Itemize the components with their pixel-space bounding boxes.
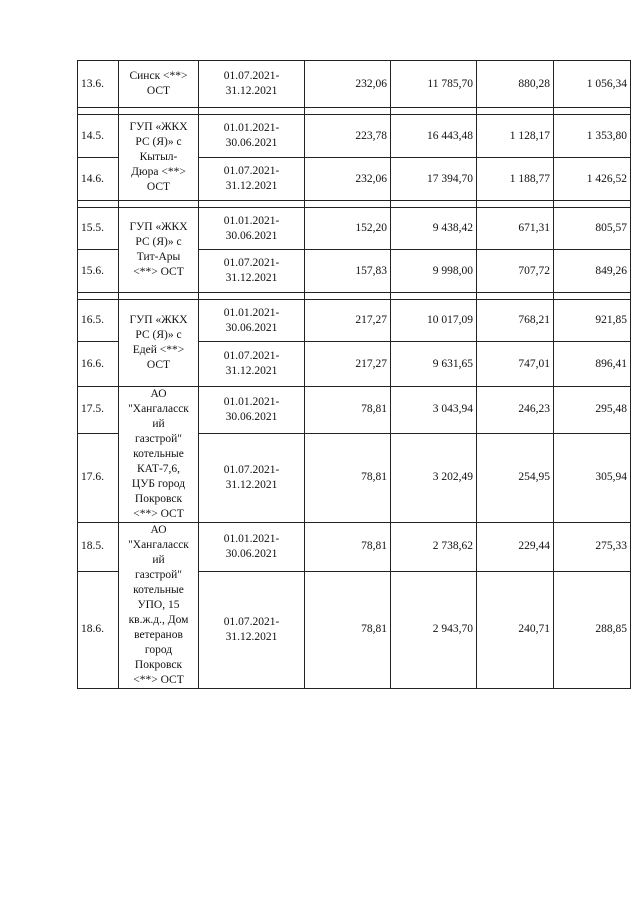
organization-cell — [119, 387, 199, 523]
period-end: 30.06.2021 — [225, 137, 278, 149]
value-cell: 1 426,52 — [554, 158, 631, 201]
org-line: газстрой" — [135, 433, 182, 445]
value-cell: 921,85 — [554, 300, 631, 342]
value-cell: 275,33 — [554, 523, 631, 572]
org-line: кв.ж.д., Дом — [128, 614, 189, 626]
period-cell — [199, 387, 305, 434]
value-cell: 16 443,48 — [391, 115, 477, 158]
organization-cell — [119, 523, 199, 689]
period-end: 31.12.2021 — [225, 180, 278, 192]
org-line: РС (Я)» с — [135, 136, 182, 148]
organization-cell — [119, 208, 199, 293]
row-number: 14.5. — [78, 115, 119, 158]
value-cell: 3 202,49 — [391, 433, 477, 522]
period-cell — [199, 571, 305, 688]
row-number: 18.5. — [78, 523, 119, 572]
table-row — [78, 523, 631, 572]
table-row — [78, 61, 631, 108]
org-line: город — [144, 644, 173, 656]
value-cell: 1 188,77 — [477, 158, 554, 201]
value-cell: 2 738,62 — [391, 523, 477, 572]
value-cell: 288,85 — [554, 571, 631, 688]
period-start: 01.07.2021- — [223, 350, 280, 362]
value-cell: 295,48 — [554, 387, 631, 434]
period-end: 30.06.2021 — [225, 410, 278, 423]
value-cell: 246,23 — [477, 387, 554, 434]
org-line: Синск <**> — [129, 70, 188, 82]
period-end: 31.12.2021 — [225, 365, 278, 377]
org-line: РС (Я)» с — [135, 329, 182, 341]
row-number: 17.5. — [78, 387, 119, 434]
value-cell: 1 056,34 — [554, 61, 631, 108]
organization-cell — [119, 115, 199, 201]
value-cell: 217,27 — [305, 342, 391, 387]
value-cell: 232,06 — [305, 158, 391, 201]
org-line: <**> ОСТ — [133, 266, 184, 278]
org-line: котельные — [133, 584, 184, 596]
value-cell: 9 438,42 — [391, 208, 477, 250]
period-start: 01.01.2021- — [223, 214, 280, 227]
period-start: 01.07.2021- — [223, 165, 280, 177]
org-line: "Хангаласск — [128, 539, 189, 551]
value-cell: 2 943,70 — [391, 571, 477, 688]
row-number: 18.6. — [78, 571, 119, 688]
org-line: "Хангаласск — [128, 403, 189, 415]
row-number: 16.5. — [78, 300, 119, 342]
value-cell: 671,31 — [477, 208, 554, 250]
table-row — [78, 208, 631, 250]
period-start: 01.01.2021- — [223, 532, 280, 545]
org-line: ветеранов — [134, 629, 183, 641]
period-end: 31.12.2021 — [225, 630, 278, 643]
value-cell: 217,27 — [305, 300, 391, 342]
value-cell: 240,71 — [477, 571, 554, 688]
value-cell: 9 998,00 — [391, 250, 477, 293]
value-cell: 152,20 — [305, 208, 391, 250]
org-line: ГУП «ЖКХ — [129, 314, 188, 326]
value-cell: 3 043,94 — [391, 387, 477, 434]
row-separator — [78, 108, 631, 115]
value-cell: 805,57 — [554, 208, 631, 250]
period-cell — [199, 300, 305, 342]
value-cell: 11 785,70 — [391, 61, 477, 108]
row-separator — [78, 201, 631, 208]
period-end: 31.12.2021 — [225, 272, 278, 284]
row-number: 15.5. — [78, 208, 119, 250]
period-cell — [199, 342, 305, 387]
period-cell — [199, 250, 305, 293]
row-number: 16.6. — [78, 342, 119, 387]
value-cell: 1 128,17 — [477, 115, 554, 158]
org-line: котельные — [133, 448, 184, 460]
value-cell: 157,83 — [305, 250, 391, 293]
table-row — [78, 387, 631, 434]
org-line: ОСТ — [146, 359, 171, 371]
tariff-table — [77, 60, 631, 689]
period-start: 01.01.2021- — [223, 306, 280, 319]
value-cell: 1 353,80 — [554, 115, 631, 158]
org-line: Кытыл- — [139, 151, 178, 163]
table-row — [78, 115, 631, 158]
row-number: 14.6. — [78, 158, 119, 201]
row-number: 15.6. — [78, 250, 119, 293]
period-cell — [199, 433, 305, 522]
org-line: ЦУБ город — [131, 478, 186, 490]
period-start: 01.01.2021- — [223, 395, 280, 408]
row-number: 13.6. — [78, 61, 119, 108]
period-start: 01.07.2021- — [223, 257, 280, 269]
value-cell: 880,28 — [477, 61, 554, 108]
value-cell: 9 631,65 — [391, 342, 477, 387]
value-cell: 896,41 — [554, 342, 631, 387]
period-end: 30.06.2021 — [225, 547, 278, 560]
org-line: Дюра <**> — [131, 166, 186, 178]
org-line: УПО, 15 — [137, 599, 180, 611]
table-row — [78, 300, 631, 342]
period-end: 30.06.2021 — [225, 229, 278, 242]
org-line: АО — [150, 388, 167, 400]
value-cell: 229,44 — [477, 523, 554, 572]
org-line: ГУП «ЖКХ — [129, 221, 188, 233]
value-cell: 305,94 — [554, 433, 631, 522]
value-cell: 78,81 — [305, 523, 391, 572]
organization-cell — [119, 61, 199, 108]
period-cell — [199, 115, 305, 158]
period-end: 30.06.2021 — [225, 321, 278, 334]
period-end: 31.12.2021 — [225, 478, 278, 491]
org-line: ий — [152, 554, 165, 566]
org-line: ОСТ — [146, 85, 171, 97]
period-start: 01.07.2021- — [223, 463, 280, 476]
org-line: РС (Я)» с — [135, 236, 182, 248]
org-line: Едей <**> — [132, 344, 185, 356]
org-line: <**> ОСТ — [133, 674, 184, 686]
value-cell: 78,81 — [305, 433, 391, 522]
period-cell — [199, 61, 305, 108]
org-line: ОСТ — [146, 181, 171, 193]
value-cell: 17 394,70 — [391, 158, 477, 201]
period-start: 01.07.2021- — [223, 70, 280, 82]
value-cell: 78,81 — [305, 387, 391, 434]
organization-cell — [119, 300, 199, 387]
value-cell: 707,72 — [477, 250, 554, 293]
value-cell: 768,21 — [477, 300, 554, 342]
org-line: АО — [150, 524, 167, 536]
value-cell: 849,26 — [554, 250, 631, 293]
period-end: 31.12.2021 — [225, 85, 278, 97]
value-cell: 747,01 — [477, 342, 554, 387]
row-separator — [78, 293, 631, 300]
period-cell — [199, 158, 305, 201]
org-line: КАТ-7,6, — [136, 463, 181, 475]
period-cell — [199, 523, 305, 572]
value-cell: 10 017,09 — [391, 300, 477, 342]
period-start: 01.01.2021- — [223, 122, 280, 134]
period-start: 01.07.2021- — [223, 615, 280, 628]
value-cell: 223,78 — [305, 115, 391, 158]
org-line: Покровск — [134, 659, 183, 671]
org-line: газстрой" — [135, 569, 182, 581]
value-cell: 254,95 — [477, 433, 554, 522]
org-line: ГУП «ЖКХ — [129, 121, 188, 133]
org-line: <**> ОСТ — [133, 508, 184, 520]
org-line: Тит-Ары — [136, 251, 181, 263]
period-cell — [199, 208, 305, 250]
value-cell: 232,06 — [305, 61, 391, 108]
value-cell: 78,81 — [305, 571, 391, 688]
row-number: 17.6. — [78, 433, 119, 522]
org-line: Покровск — [134, 493, 183, 505]
org-line: ий — [152, 418, 165, 430]
